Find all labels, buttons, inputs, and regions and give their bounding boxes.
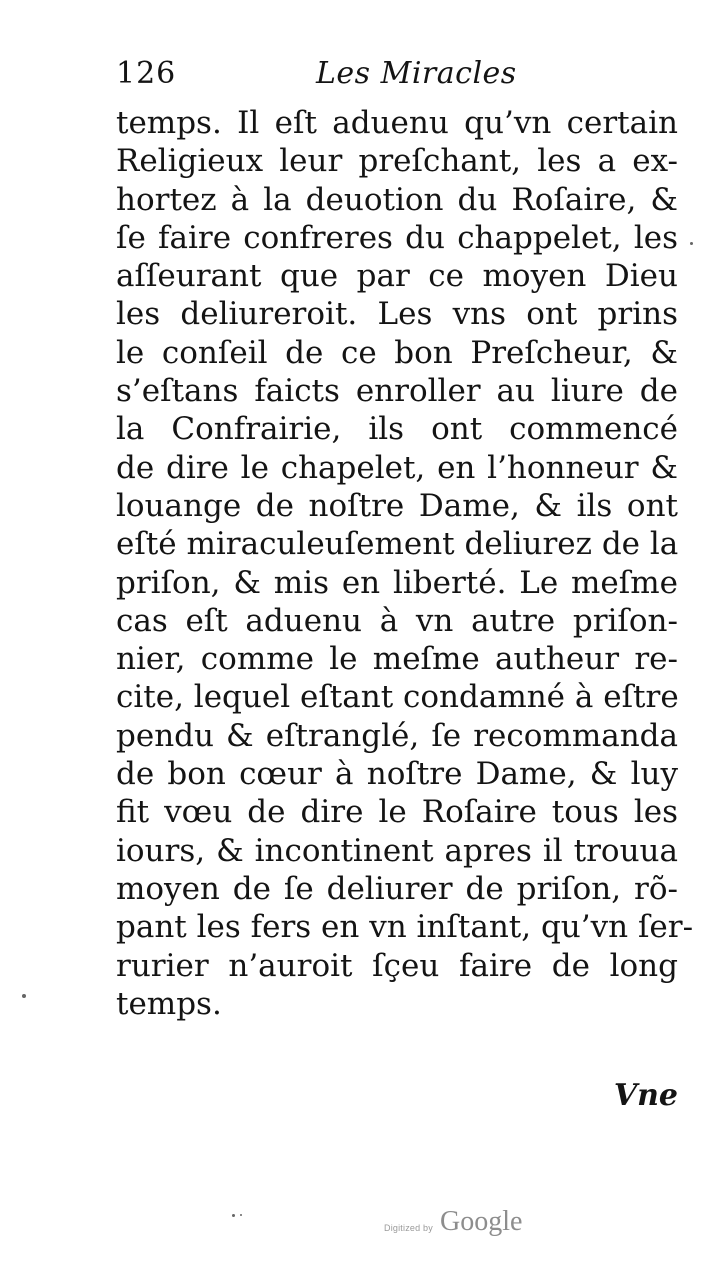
text-line: rurier n’auroit ſçeu faire de long [116, 947, 678, 984]
text-line: iours, & incontinent apres il trouua [116, 832, 678, 869]
scan-speck [690, 242, 693, 245]
scan-speck [240, 1214, 242, 1216]
running-head: Les Miracles [316, 56, 517, 91]
text-line: louange de noſtre Dame, & ils ont [116, 487, 678, 524]
text-line: la Confrairie, ils ont commencé [116, 411, 678, 448]
text-line: temps. Il eſt aduenu qu’vn certain [116, 105, 678, 141]
text-line: cas eſt aduenu à vn autre priſon- [116, 602, 678, 639]
text-line: priſon, & mis en liberté. Le meſme [116, 564, 678, 601]
page-number: 126 [116, 56, 177, 91]
text-line: pant les fers en vn inſtant, qu’vn ſer- [116, 909, 694, 946]
text-line: ſe faire confreres du chappelet, les [116, 219, 678, 256]
text-line: aſſeurant que par ce moyen Dieu [116, 258, 678, 295]
text-line: Religieux leur preſchant, les a ex- [116, 143, 678, 180]
text-line: les deliureroit. Les vns ont prins [116, 296, 678, 333]
text-line: cite, lequel eſtant condamné à eſtre [116, 679, 679, 716]
page-header [116, 50, 676, 100]
digitization-watermark [384, 1206, 544, 1246]
text-line: nier, comme le meſme autheur re- [116, 641, 678, 678]
text-line: moyen de ſe deliurer de priſon, rõ- [116, 870, 678, 907]
text-line: de bon cœur à noſtre Dame, & luy [116, 756, 678, 793]
text-line: temps. [116, 985, 222, 1022]
text-line: pendu & eſtranglé, ſe recommanda [116, 717, 678, 754]
text-line: de dire le chapelet, en l’honneur & [116, 449, 678, 486]
text-line: eſté miraculeuſement deliurez de la [116, 526, 679, 563]
text-line: fit vœu de dire le Roſaire tous les [116, 794, 678, 831]
watermark-prefix: Digitized by [384, 1223, 433, 1233]
text-line: le conſeil de ce bon Preſcheur, & [116, 334, 678, 371]
body-text [116, 104, 694, 1023]
text-line: s’eſtans faicts enroller au liure de [116, 373, 678, 410]
scan-speck [22, 994, 26, 998]
catchword: Vne [613, 1078, 678, 1113]
text-line: hortez à la deuotion du Roſaire, & [116, 181, 678, 218]
watermark-brand: Google [440, 1206, 523, 1237]
scan-speck [232, 1214, 235, 1217]
